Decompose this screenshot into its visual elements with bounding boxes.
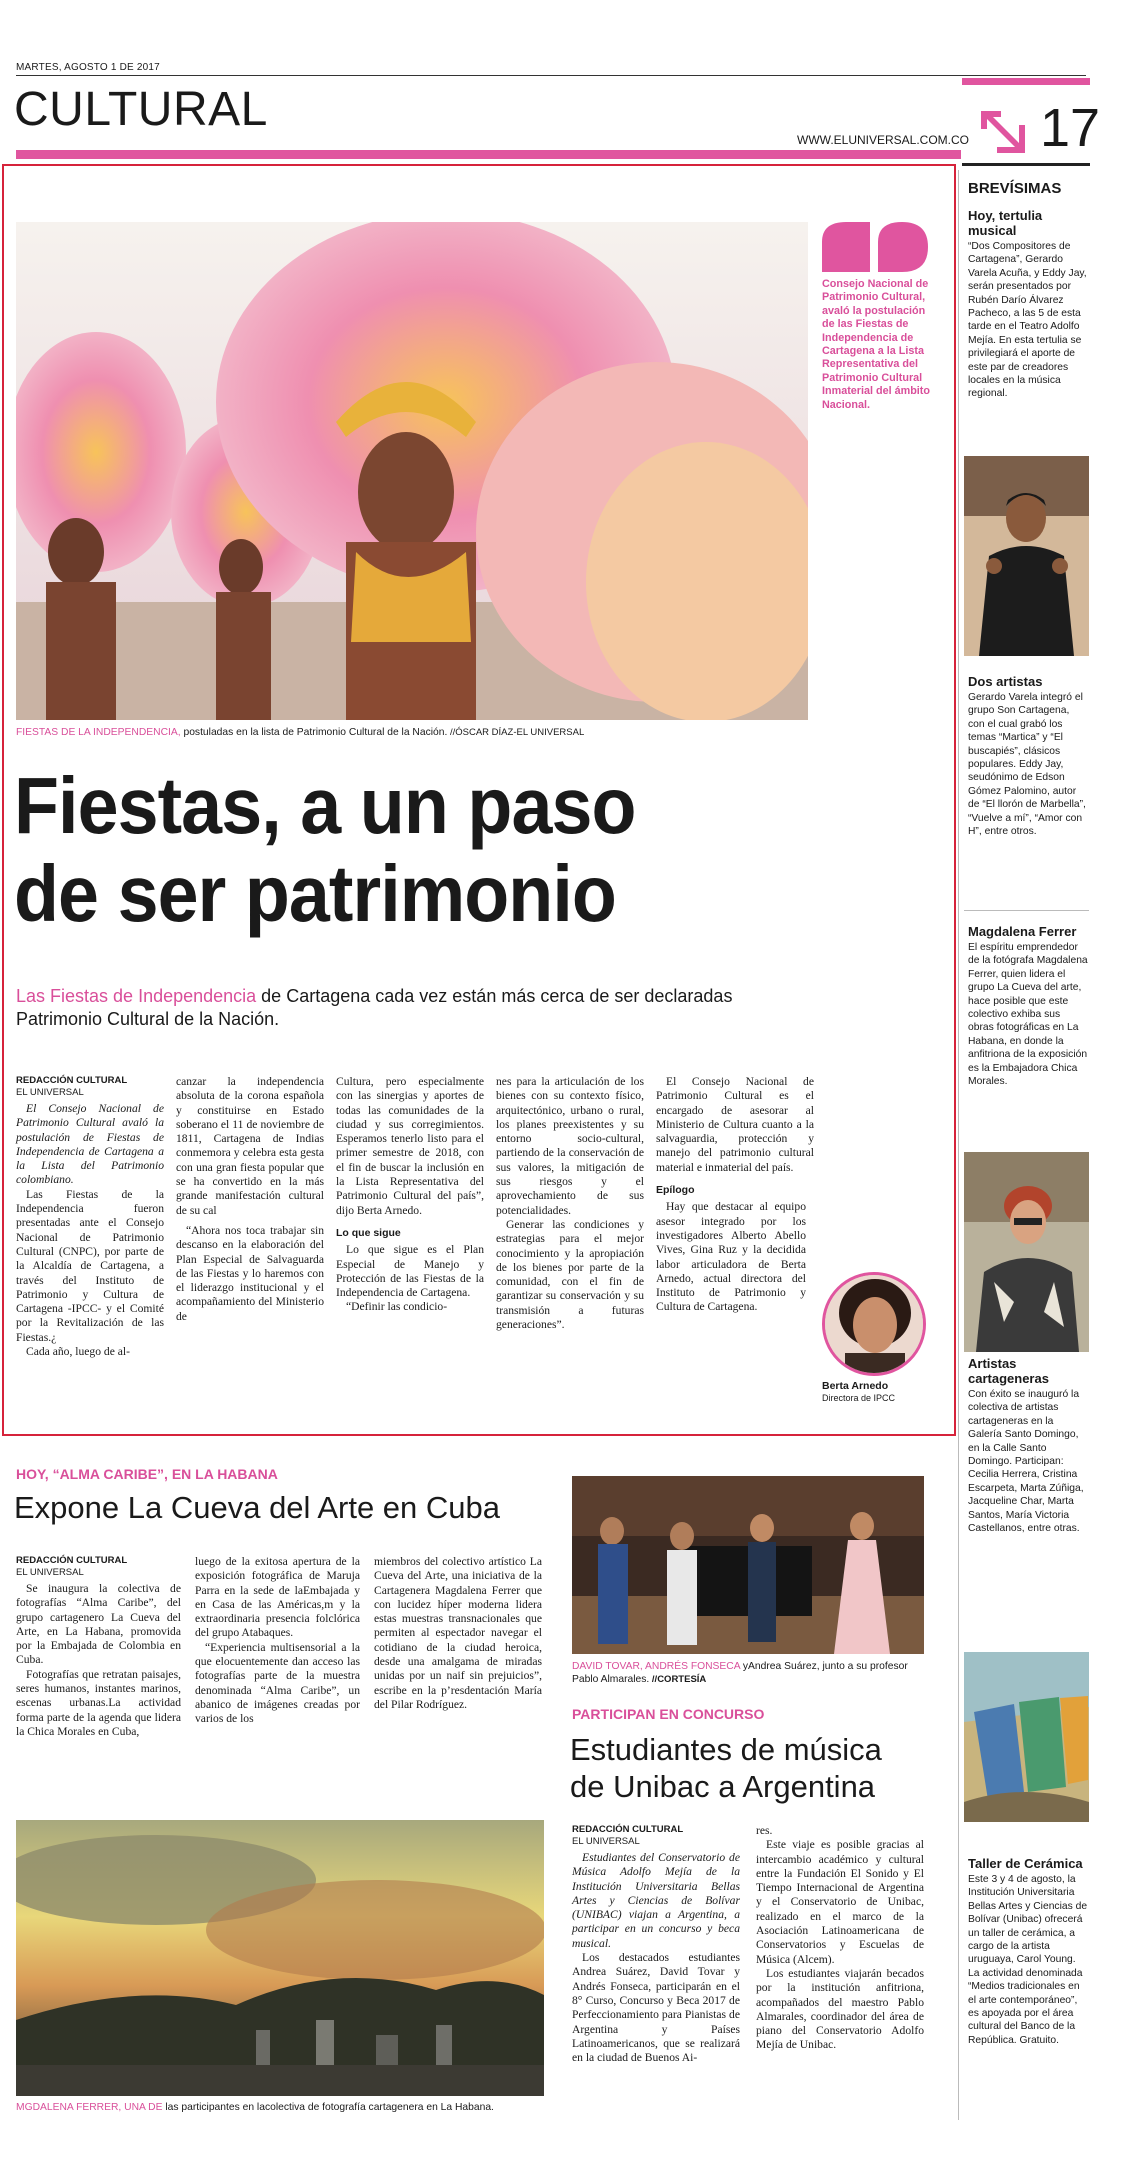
cuba-headline: Expone La Cueva del Arte en Cuba xyxy=(14,1490,501,1525)
main-col5-heading: Epílogo xyxy=(656,1184,695,1197)
unibac-headline-line2: de Unibac a Argentina xyxy=(570,1769,876,1804)
cuba-col2-p1: luego de la exitosa apertura de la exposición fotográfica de Maruja Parra en la sede de laEmbajada y en Casa de las Américas,m y la extraordinaria presencia folclórica del grupo Atabaques. xyxy=(195,1555,360,1640)
sidebar-item-4 xyxy=(968,1356,1088,1535)
sidebar-item-3 xyxy=(968,924,1088,1088)
main-col3-heading: Lo que sigue xyxy=(336,1226,401,1239)
main-col-5 xyxy=(656,1075,814,1315)
main-col1-p1: Las Fiestas de la Independencia fueron presentadas ante el Consejo Nacional de Patrimonio Cultural (CNPC), por parte de la Alcaldía de Cartagena, a través del Instituto de Patrimonio y Cultura de Cartagena -IPCC- y el Comité por la Revitalización de las Fiestas.¿ xyxy=(16,1187,164,1344)
header-rule xyxy=(16,75,1086,76)
unibac-students-photo xyxy=(572,1476,924,1654)
unibac-photo-caption xyxy=(572,1660,924,1686)
berta-arnedo-portrait xyxy=(822,1272,926,1376)
main-headline-line1: Fiestas, a un paso xyxy=(14,761,636,850)
cuba-col-2 xyxy=(195,1555,360,1727)
havana-caption-text: las participantes en lacolectiva de fotografía cartagenera en La Habana. xyxy=(162,2102,494,2113)
header-top-pink-bar xyxy=(962,78,1090,85)
unibac-caption-highlight: DAVID TOVAR, ANDRÉS FONSECA xyxy=(572,1661,741,1672)
photo-caption-highlight: FIESTAS DE LA INDEPENDENCIA, xyxy=(16,727,181,738)
main-byline-source: EL UNIVERSAL xyxy=(16,1087,84,1098)
sidebar-photo-ceramic xyxy=(964,1652,1089,1822)
sidebar-item-1 xyxy=(968,208,1088,401)
sidebar-title: BREVÍSIMAS xyxy=(968,180,1062,197)
sidebar-photo-gerardo xyxy=(964,456,1089,656)
unibac-byline xyxy=(572,1824,740,1848)
cuba-col1-p1: Se inaugura la colectiva de fotografías “Alma Caribe”, del grupo cartagenero La Cueva del Arte, en La Habana, promovida por la Embajada de Colombia en Cuba. xyxy=(16,1582,181,1667)
main-byline xyxy=(16,1075,164,1099)
main-col-2 xyxy=(176,1075,324,1324)
main-subhead xyxy=(16,985,756,1031)
main-col3-p1: Cultura, pero especialmente con las sinergias y aportes de todas las comunidades de la ciudad y sus corregimientos. Esperamos tenerlo listo para el primer semestre de 2018, con el fin de buscar la inclusión en la Lista Representativa del Patrimonio Cultural del país”, dijo Berta Arnedo. xyxy=(336,1075,484,1217)
havana-caption-highlight: MGDALENA FERRER, UNA DE xyxy=(16,2102,163,2113)
carnival-photo xyxy=(16,222,808,720)
main-col3-p2: Lo que sigue es el Plan Especial de Manejo y Protección de las Fiestas de la Independencia de Cartagena. xyxy=(336,1243,484,1300)
havana-caption xyxy=(16,2102,494,2113)
unibac-headline-line1: Estudiantes de música xyxy=(570,1732,882,1767)
section-title: CULTURAL xyxy=(14,83,268,136)
photo-credit: //ÓSCAR DÍAZ-EL UNIVERSAL xyxy=(447,727,585,738)
main-col1-p2: Cada año, luego de al- xyxy=(26,1345,130,1359)
sidebar-photo-magdalena xyxy=(964,1152,1089,1352)
sidebar-item-5-text: Este 3 y 4 de agosto, la Institución Universitaria Bellas Artes y Ciencias de Bolívar (Unibac) ofrecerá un taller de cerámica, a cargo de la artista uruguaya, Carol Young. La actividad denominada “Medios tradicionales en el arte contemporáneo”, es apoyada por el área cultural del Banco de la República. Gratuito. xyxy=(968,1874,1088,2046)
unibac-byline-source: EL UNIVERSAL xyxy=(572,1836,640,1847)
sidebar-item-3-title: Magdalena Ferrer xyxy=(968,924,1077,939)
subhead-highlight: Las Fiestas de Independencia xyxy=(16,986,257,1006)
main-col4-p2: Generar las condiciones y estrategias para el mejor conocimiento y la apropiación de los bienes por parte de la comunidad, con el fin de garantizar su conservación y su transmisión a futuras generaciones”. xyxy=(496,1217,644,1332)
unibac-col-2 xyxy=(756,1824,924,2053)
unibac-col1-p2: Los destacados estudiantes Andrea Suárez, David Tovar y Andrés Fonseca, participarán en el 8° Curso, Concurso y Beca 2017 de Perfeccionamiento para Pianistas de Argentina y Países Latinoamericanos, que se realizará en la ciudad de Buenos Ai- xyxy=(572,1951,740,2065)
cuba-col-3 xyxy=(374,1555,542,1712)
unibac-col2-p3: Los estudiantes viajarán becados por la institución anfitriona, acompañados del maestro Pablo Almarales, coordinador del área de piano del Conservatorio Adolfo Mejía de Unibac. xyxy=(756,1966,924,2052)
subhead-text: de Cartagena cada vez están más cerca de ser declaradas Patrimonio Cultural de la Nación. xyxy=(16,986,733,1029)
sidebar-item-5 xyxy=(968,1856,1088,2047)
cuba-byline-source: EL UNIVERSAL xyxy=(16,1567,84,1578)
header-date: MARTES, AGOSTO 1 DE 2017 xyxy=(16,62,160,73)
header-website: WWW.ELUNIVERSAL.COM.CO xyxy=(797,133,970,147)
cuba-col1-p2: Fotografías que retratan paisajes, seres humanos, instantes marinos, escenas urbanas.La actividad forma parte de la agenda que lidera la Chica Morales en Cuba, xyxy=(16,1667,181,1738)
page-number: 17 xyxy=(1040,98,1101,158)
cuba-byline-name: REDACCIÓN CULTURAL xyxy=(16,1555,128,1566)
main-headline xyxy=(14,762,636,938)
arrow-logo-icon xyxy=(975,105,1029,157)
unibac-photo-credit: //CORTESÍA xyxy=(649,1674,707,1685)
main-col5-p2: Hay que destacar al equipo asesor integrado por los investigadores Alberto Abello Vives, Gina Ruz y la decidida labor articuladora de Berta Arnedo, actual directora del Instituto de Patrimonio y Cultura de Cartagena. xyxy=(656,1200,806,1314)
main-col2-p1: canzar la independencia absoluta de la corona española y constituirse en Estado soberano el 11 de noviembre de 1811, Cartagena de Indias conmemora y celebra esta gesta con una gran fiesta popular que se ha convertido en la más grande manifestación cultural de su cal xyxy=(176,1075,324,1217)
cuba-byline xyxy=(16,1555,181,1579)
sidebar-item-1-title: Hoy, tertulia musical xyxy=(968,208,1043,238)
main-col2-p2: “Ahora nos toca trabajar sin descanso en la elaboración del Plan Especial de Salvaguarda de las Fiestas y lo haremos con el liderazgo institucional y el acompañamiento del Ministerio de xyxy=(176,1223,324,1323)
quote-mark-icon xyxy=(822,222,928,272)
cuba-col2-p2: “Experiencia multisensorial a la que elocuentemente dan acceso las fotografías parte de la muestra denominada “Alma Caribe”, un abanico de imágenes creadas por varios de los xyxy=(195,1640,360,1726)
unibac-caption-text: yAndrea Suárez, junto a su profesor Pablo Almarales. xyxy=(572,1661,908,1685)
main-col5-p1: El Consejo Nacional de Patrimonio Cultural es el encargado de asesorar al Ministerio de Cultura cuanto a la salvaguardia, protección y manejo del patrimonio cultural material e inmaterial del país. xyxy=(656,1075,814,1174)
sidebar-item-2-title: Dos artistas xyxy=(968,674,1043,689)
unibac-headline xyxy=(570,1731,882,1805)
cuba-col-1 xyxy=(16,1555,181,1739)
pullquote: Consejo Nacional de Patrimonio Cultural, avaló la postulación de las Fiestas de Independencia de Cartagena a la Lista Representativa del Patrimonio Cultural Inmaterial del ámbito Nacional. xyxy=(822,278,930,411)
sidebar-item-5-title: Taller de Cerámica xyxy=(968,1856,1083,1871)
cuba-kicker: HOY, “ALMA CARIBE”, EN LA HABANA xyxy=(16,1466,278,1482)
unibac-byline-name: REDACCIÓN CULTURAL xyxy=(572,1824,684,1835)
main-col-4 xyxy=(496,1075,644,1332)
unibac-col2-p2: Este viaje es posible gracias al intercambio académico y cultural entre la Fundación El Sonido y El Tiempo Internacional de Argentina y el Conservatorio de Unibac, realizado en el marco de la Asociación Latinoamericana de Conservatorios y Escuelas de Música (Alcem). xyxy=(756,1838,924,1966)
sidebar-item-3-text: El espíritu emprendedor de la fotógrafa Magdalena Ferrer, quien lidera el grupo La Cueva del arte, hace posible que este colectivo exhiba sus obras fotográficas en La Habana, en donde la anfitriona de la exposición es la Embajadora Chica Morales. xyxy=(968,942,1088,1088)
sidebar-rule-1 xyxy=(964,910,1089,911)
cuba-col3-p1: miembros del colectivo artístico La Cueva del Arte, una iniciativa de la Cartagenera Magdalena Ferrer que con lucidez híper moderna lidera estas muestras transnacionales que permiten al espectador navegar el cotidiano de la ciudad heroica, desde una amalgama de miradas unidas por un naif sin prejuicios”, escribe en la p’resdentación María del Pilar Rodríguez. xyxy=(374,1555,542,1711)
main-byline-name: REDACCIÓN CULTURAL xyxy=(16,1075,128,1086)
unibac-col2-p1: res. xyxy=(756,1824,773,1837)
unibac-lead: Estudiantes del Conservatorio de Música Adolfo Mejía de la Institución Universitaria Bellas Artes y Ciencias de Bolívar (UNIBAC) viajan a Argentina, a participar en un concurso y beca musical. xyxy=(572,1851,740,1950)
sidebar-item-4-text: Con éxito se inauguró la colectiva de artistas cartageneras en la Galería Santo Domingo, en la Calle Santo Domingo. Participan: Cecilia Herrera, Cristina Escarpeta, Marta Zúñiga, Jacqueline Char, Marta Santos, María Victoria Castellanos, entre otras. xyxy=(968,1389,1084,1535)
main-col3-p3: “Definir las condicio- xyxy=(346,1300,448,1314)
sidebar-item-1-text: “Dos Compositores de Cartagena”, Gerardo Varela Acuña, y Eddy Jay, serán presentados por Rubén Darío Álvarez Pacheco, a las 5 de esta tarde en el Teatro Adolfo Mejía. En esta tertulia se privilegiará el aporte de este par de creadores locales en la música regional. xyxy=(968,241,1087,400)
main-col-3 xyxy=(336,1075,484,1315)
havana-photo xyxy=(16,1820,544,2096)
header-right-rule xyxy=(962,163,1090,166)
main-col4-p1: nes para la articulación de los bienes con su contexto físico, arquitectónico, urbano o rural, los planes preexistentes y su entorno socio-cultural, partiendo de la conservación de sus valores, la mitigación de sus riesgos y el aprovechamiento de sus potencialidades. xyxy=(496,1075,644,1217)
sidebar-item-2 xyxy=(968,674,1088,838)
main-headline-line2: de ser patrimonio xyxy=(14,849,616,938)
main-lead: El Consejo Nacional de Patrimonio Cultural avaló la postulación de Fiestas de Independencia de Cartagena a la Lista del Patrimonio colombiano. xyxy=(16,1102,164,1187)
sidebar-item-2-text: Gerardo Varela integró el grupo Son Cartagena, con el cual grabó los temas “Martica” y “El buscapiés”, clásicos populares. Eddy Jay, seudónimo de Edson Gómez Palomino, autor de “El llorón de Marbella”, “Vuelve a mí”, “Amor con H”, entre otros. xyxy=(968,692,1086,838)
photo-caption-text: postuladas en la lista de Patrimonio Cultural de la Nación. xyxy=(180,727,448,738)
sidebar-divider xyxy=(958,170,959,2120)
unibac-col-1 xyxy=(572,1824,740,2065)
photo-caption xyxy=(16,727,584,738)
main-col-1 xyxy=(16,1075,164,1359)
sidebar-item-4-title: Artistas cartageneras xyxy=(968,1356,1049,1386)
header-pink-bar xyxy=(16,150,961,159)
portrait-name: Berta Arnedo xyxy=(822,1380,889,1392)
unibac-kicker: PARTICIPAN EN CONCURSO xyxy=(572,1706,765,1722)
portrait-role: Directora de IPCC xyxy=(822,1393,896,1403)
